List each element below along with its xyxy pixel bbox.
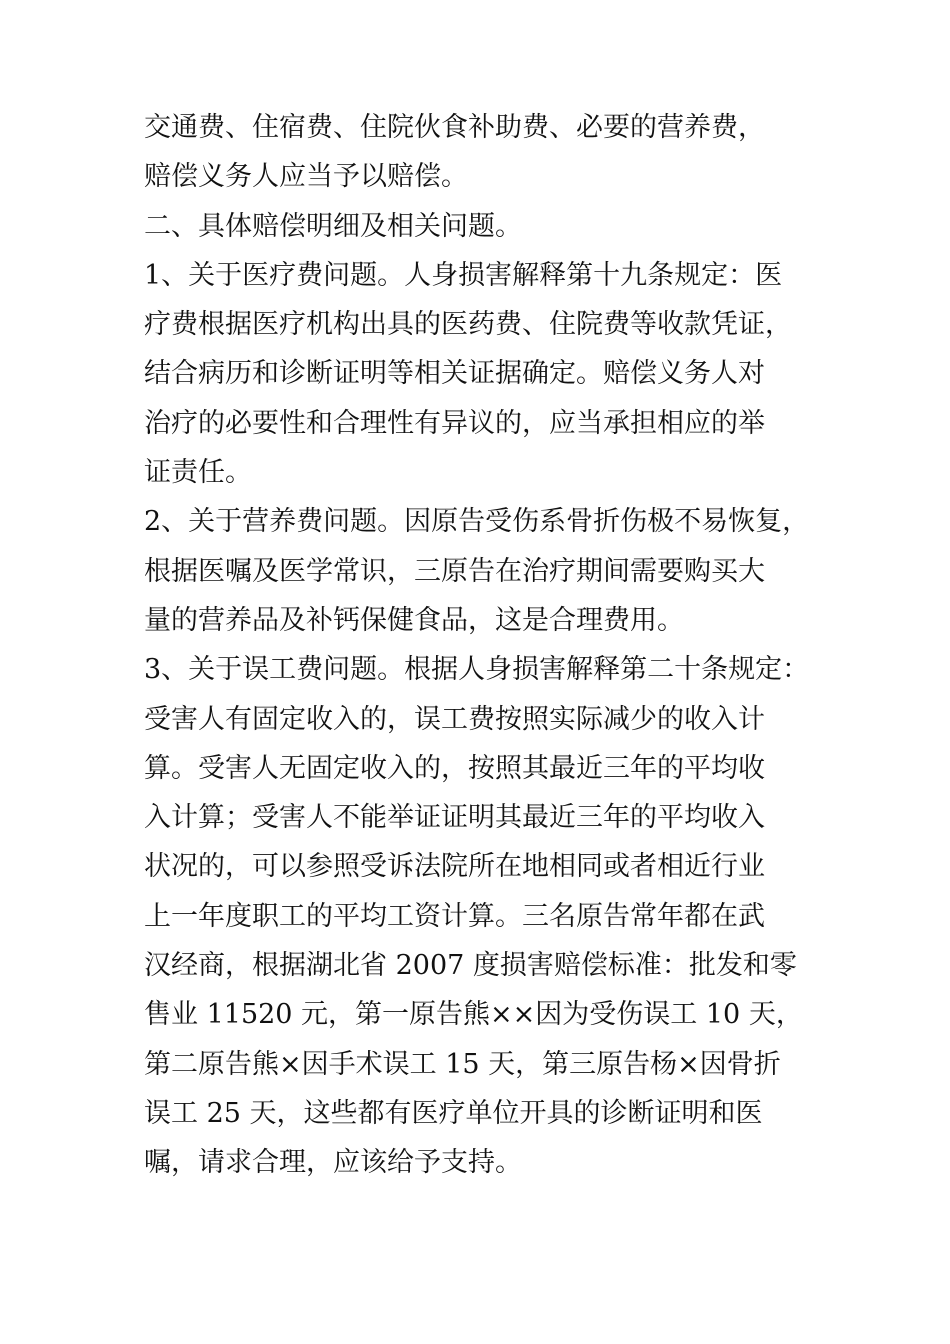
- text-line: 入计算；受害人不能举证证明其最近三年的平均收入: [144, 802, 765, 834]
- text-line: 汉经商，根据湖北省 2007 度损害赔偿标准：批发和零: [144, 950, 797, 982]
- text-line: 赔偿义务人应当予以赔偿。: [144, 161, 468, 193]
- text-line: 3、关于误工费问题。根据人身损害解释第二十条规定：: [144, 654, 810, 686]
- text-line: 量的营养品及补钙保健食品，这是合理费用。: [144, 604, 684, 636]
- text-line: 2、关于营养费问题。因原告受伤系骨折伤极不易恢复，: [144, 506, 810, 538]
- document-body: [144, 103, 810, 1188]
- text-line: 嘱，请求合理，应该给予支持。: [144, 1147, 522, 1179]
- text-line: 受害人有固定收入的，误工费按照实际减少的收入计: [144, 703, 765, 735]
- text-line: 上一年度职工的平均工资计算。三名原告常年都在武: [144, 900, 765, 932]
- text-line: 售业 11520 元，第一原告熊××因为受伤误工 10 天，: [144, 999, 803, 1031]
- text-line: 状况的，可以参照受诉法院所在地相同或者相近行业: [144, 851, 765, 883]
- text-line: 1、关于医疗费问题。人身损害解释第十九条规定：医: [144, 259, 783, 291]
- text-line: 治疗的必要性和合理性有异议的，应当承担相应的举: [144, 407, 765, 439]
- text-line: 第二原告熊×因手术误工 15 天，第三原告杨×因骨折: [144, 1048, 781, 1080]
- text-line: 根据医嘱及医学常识，三原告在治疗期间需要购买大: [144, 555, 765, 587]
- text-line: 疗费根据医疗机构出具的医药费、住院费等收款凭证，: [144, 309, 792, 341]
- text-line: 算。受害人无固定收入的，按照其最近三年的平均收: [144, 752, 765, 784]
- section-heading: 二、具体赔偿明细及相关问题。: [144, 210, 522, 242]
- text-line: 结合病历和诊断证明等相关证据确定。赔偿义务人对: [144, 358, 765, 390]
- text-line: 证责任。: [144, 457, 252, 489]
- text-line: 误工 25 天，这些都有医疗单位开具的诊断证明和医: [144, 1097, 763, 1129]
- text-line: 交通费、住宿费、住院伙食补助费、必要的营养费，: [144, 112, 765, 143]
